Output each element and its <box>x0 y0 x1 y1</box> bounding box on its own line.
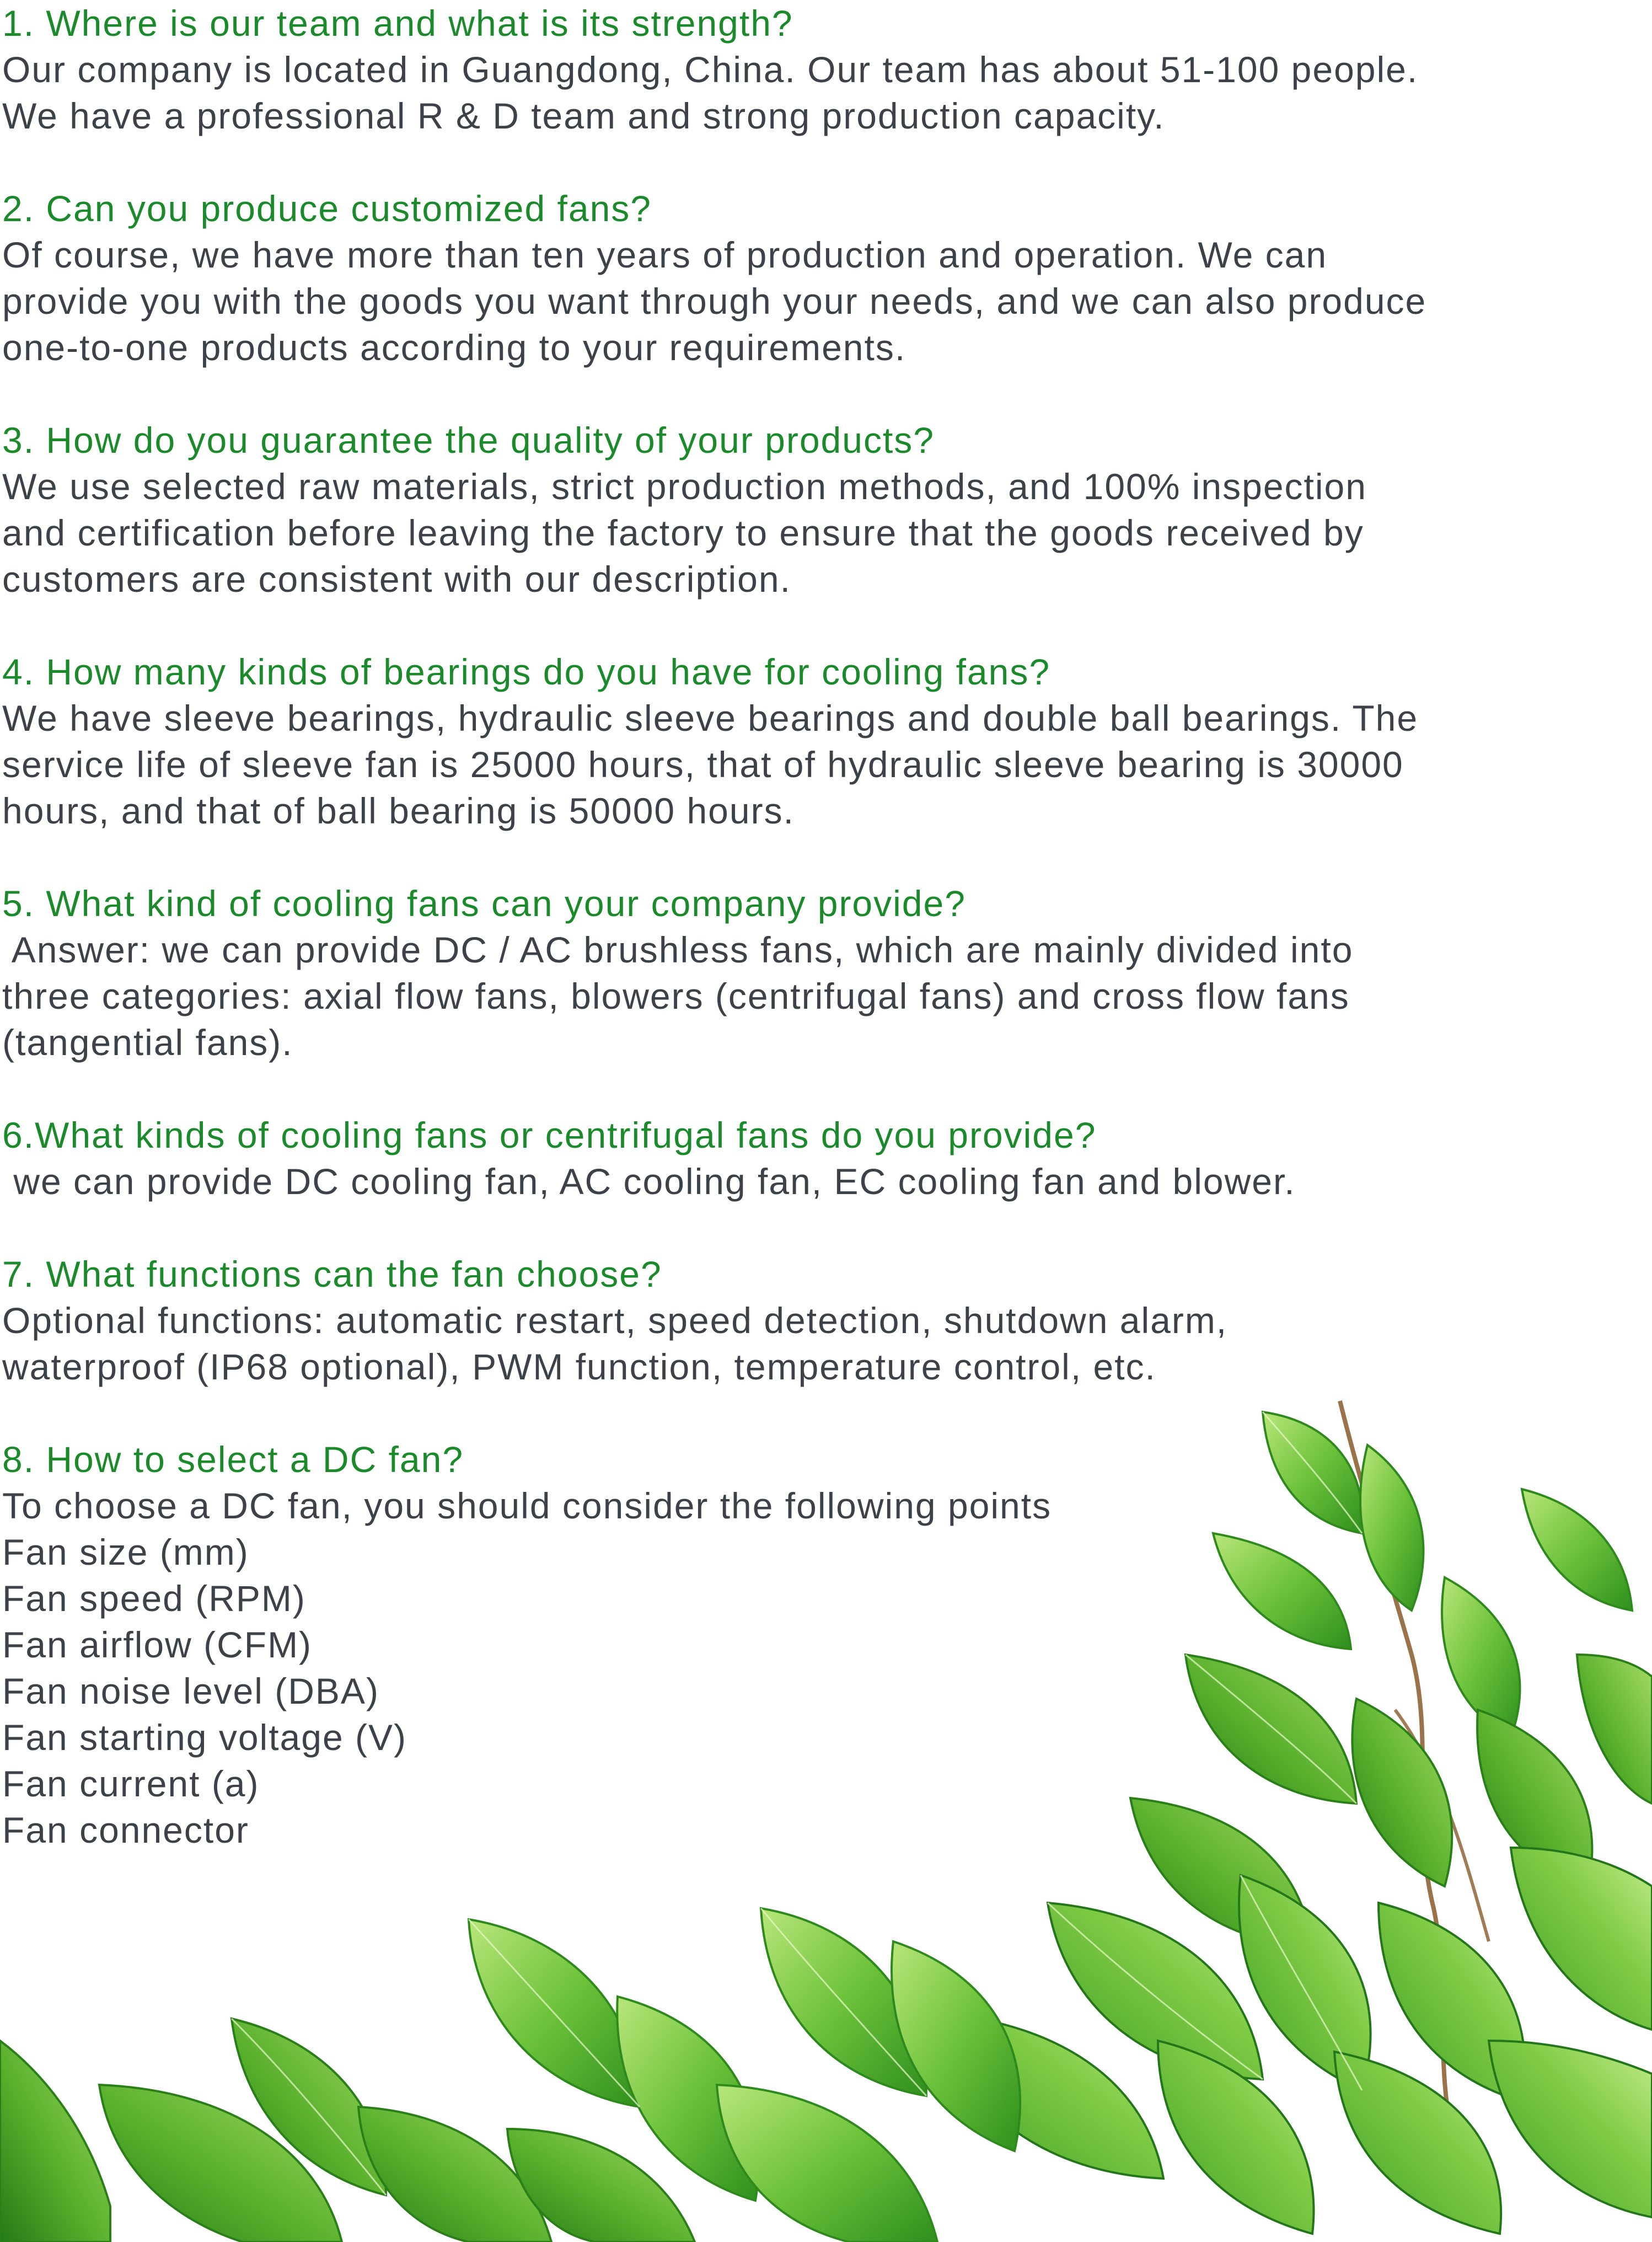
faq-question: 3. How do you guarantee the quality of your products? <box>2 420 935 461</box>
faq-answer <box>2 232 1645 371</box>
faq-answer <box>2 1158 1645 1205</box>
faq-answer-line: To choose a DC fan, you should consider the following points <box>2 1485 1052 1526</box>
faq-answer-line: waterproof (IP68 optional), PWM function, temperature control, etc. <box>2 1346 1156 1387</box>
faq-answer-line: Our company is located in Guangdong, China. Our team has about 51-100 people. <box>2 49 1419 90</box>
faq-answer-line: one-to-one products according to your requirements. <box>2 327 907 368</box>
faq-answer-line: Fan size (mm) <box>2 1532 249 1572</box>
faq-answer <box>2 463 1645 602</box>
faq-answer <box>2 46 1645 139</box>
faq-answer-line: We have a professional R & D team and strong production capacity. <box>2 95 1165 136</box>
faq-answer-line: and certification before leaving the factory to ensure that the goods received by <box>2 512 1364 553</box>
faq-answer <box>2 1483 1645 1853</box>
faq-answer-line: Fan connector <box>2 1810 249 1850</box>
faq-answer-line: Fan speed (RPM) <box>2 1578 306 1619</box>
faq-item <box>2 880 1645 1066</box>
faq-answer-line: (tangential fans). <box>2 1022 293 1063</box>
faq-question: 1. Where is our team and what is its strength? <box>2 3 793 44</box>
faq-item <box>2 417 1645 602</box>
faq-answer-line: customers are consistent with our description. <box>2 559 791 600</box>
faq-answer-line: Fan starting voltage (V) <box>2 1717 407 1758</box>
faq-answer-line: We use selected raw materials, strict production methods, and 100% inspection <box>2 466 1367 507</box>
faq-answer-line: provide you with the goods you want through your needs, and we can also produce <box>2 281 1427 322</box>
faq-item <box>2 185 1645 371</box>
faq-answer-line: Fan current (a) <box>2 1763 260 1804</box>
faq-question: 7. What functions can the fan choose? <box>2 1254 662 1294</box>
faq-answer <box>2 1297 1645 1390</box>
faq-answer-line: hours, and that of ball bearing is 50000 hours. <box>2 790 795 831</box>
faq-answer <box>2 695 1645 834</box>
faq-answer-line: Answer: we can provide DC / AC brushless fans, which are mainly divided into <box>2 929 1354 970</box>
faq-question: 8. How to select a DC fan? <box>2 1439 464 1480</box>
faq-answer-line: Fan airflow (CFM) <box>2 1624 313 1665</box>
faq-answer-line: We have sleeve bearings, hydraulic sleeve bearings and double ball bearings. The <box>2 698 1419 739</box>
faq-answer-line: Optional functions: automatic restart, speed detection, shutdown alarm, <box>2 1300 1228 1341</box>
faq-item <box>2 1112 1645 1205</box>
faq-item <box>2 649 1645 834</box>
faq-answer-line: Of course, we have more than ten years of production and operation. We can <box>2 234 1328 275</box>
faq-item <box>2 0 1645 139</box>
faq-answer-line: Fan noise level (DBA) <box>2 1671 379 1711</box>
faq-answer-line: three categories: axial flow fans, blowers (centrifugal fans) and cross flow fans <box>2 976 1350 1016</box>
faq-answer <box>2 927 1645 1066</box>
faq-item <box>2 1251 1645 1390</box>
faq-question: 4. How many kinds of bearings do you have for cooling fans? <box>2 651 1051 692</box>
faq-item <box>2 1436 1645 1853</box>
faq-answer-line: service life of sleeve fan is 25000 hours, that of hydraulic sleeve bearing is 30000 <box>2 744 1404 785</box>
faq-question: 5. What kind of cooling fans can your company provide? <box>2 883 966 924</box>
faq-question: 2. Can you produce customized fans? <box>2 188 652 229</box>
faq-question: 6.What kinds of cooling fans or centrifugal fans do you provide? <box>2 1115 1097 1155</box>
faq-answer-line: we can provide DC cooling fan, AC cooling fan, EC cooling fan and blower. <box>2 1161 1296 1202</box>
